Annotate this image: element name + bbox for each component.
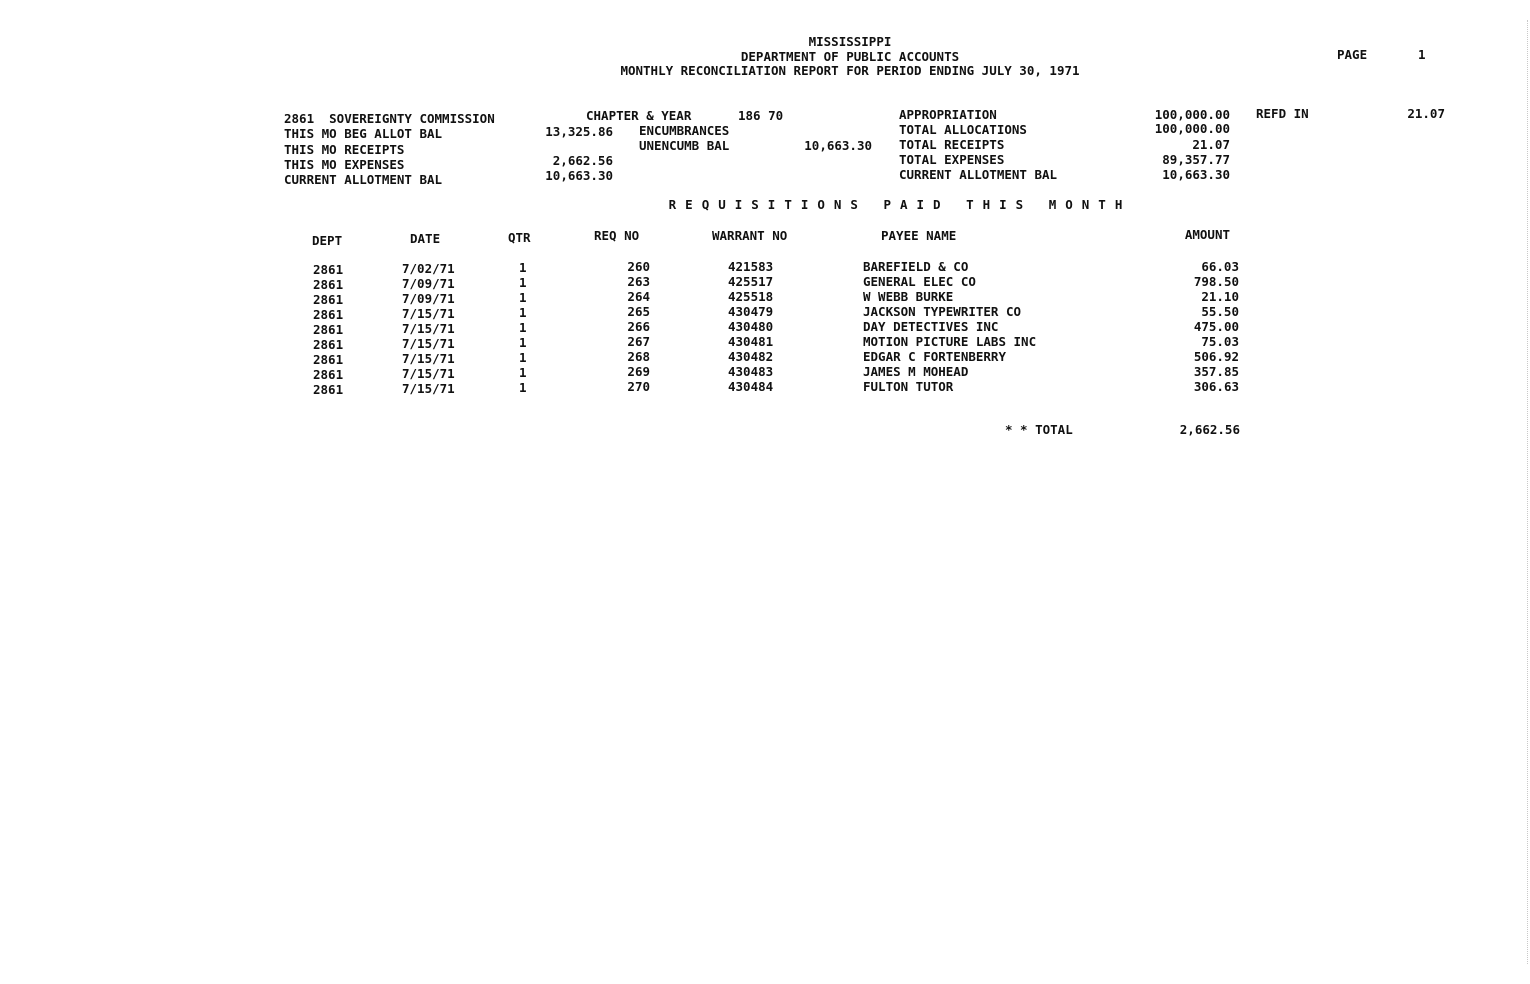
chapter-value: 186 70 [738,108,784,123]
table-cell-qtr: 1 [519,320,527,335]
table-cell-warrant-no: 430480 [728,319,774,334]
table-cell-warrant-no: 425518 [728,289,774,304]
table-cell-qtr: 1 [519,305,527,320]
current-allot-value: 10,663.30 [545,168,613,183]
table-cell-dept: 2861 [313,367,344,382]
refd-label: REFD IN [1256,106,1309,121]
total-expenses-value: 89,357.77 [1162,152,1230,167]
table-cell-warrant-no: 430481 [728,334,774,349]
page-number: 1 [1418,47,1426,62]
page-label: PAGE [1337,47,1368,62]
requisitions-heading: REQUISITIONS PAID THIS MONTH [668,197,1132,212]
expenses-label: THIS MO EXPENSES [284,157,405,172]
table-cell-payee: BAREFIELD & CO [863,259,969,274]
allocations-label: TOTAL ALLOCATIONS [899,122,1027,137]
table-cell-date: 7/15/71 [402,366,455,381]
total-receipts-value: 21.07 [1192,137,1230,152]
table-cell-dept: 2861 [313,352,344,367]
col-header-qtr: QTR [508,230,531,245]
table-cell-qtr: 1 [519,365,527,380]
total-expenses-label: TOTAL EXPENSES [899,152,1005,167]
allocations-value: 100,000.00 [1154,121,1230,136]
table-cell-amount: 306.63 [1193,379,1239,394]
total-current-allot-value: 10,663.30 [1162,167,1230,182]
fund-title: 2861 SOVEREIGNTY COMMISSION [284,111,495,126]
table-cell-payee: FULTON TUTOR [863,379,954,394]
page-edge [1526,20,1528,964]
table-cell-req-no: 270 [627,379,650,394]
col-header-payee: PAYEE NAME [881,228,957,243]
table-cell-qtr: 1 [519,260,527,275]
encumbrances-label: ENCUMBRANCES [639,123,730,138]
table-cell-dept: 2861 [313,382,344,397]
table-cell-date: 7/15/71 [402,381,455,396]
unencumb-value: 10,663.30 [804,138,872,153]
table-cell-qtr: 1 [519,350,527,365]
table-cell-date: 7/09/71 [402,291,455,306]
table-cell-amount: 475.00 [1193,319,1239,334]
table-cell-qtr: 1 [519,275,527,290]
appropriation-label: APPROPRIATION [899,107,997,122]
col-header-date: DATE [410,231,441,246]
table-cell-req-no: 267 [627,334,650,349]
current-allot-label: CURRENT ALLOTMENT BAL [284,172,443,187]
appropriation-value: 100,000.00 [1154,107,1230,122]
receipts-label: THIS MO RECEIPTS [284,142,405,157]
table-cell-payee: JACKSON TYPEWRITER CO [863,304,1022,319]
department-title: DEPARTMENT OF PUBLIC ACCOUNTS [740,49,960,64]
table-cell-req-no: 265 [627,304,650,319]
table-cell-req-no: 269 [627,364,650,379]
table-cell-payee: GENERAL ELEC CO [863,274,976,289]
chapter-label: CHAPTER & YEAR [586,108,692,123]
table-cell-amount: 75.03 [1201,334,1239,349]
unencumb-label: UNENCUMB BAL [639,138,730,153]
table-cell-date: 7/15/71 [402,321,455,336]
table-cell-date: 7/02/71 [402,261,455,276]
total-label: * * TOTAL [1005,422,1073,437]
beg-allot-label: THIS MO BEG ALLOT BAL [284,126,443,141]
table-cell-dept: 2861 [313,337,344,352]
table-cell-req-no: 264 [627,289,650,304]
table-cell-dept: 2861 [313,262,344,277]
table-cell-req-no: 263 [627,274,650,289]
table-cell-payee: W WEBB BURKE [863,289,954,304]
table-cell-date: 7/09/71 [402,276,455,291]
table-cell-warrant-no: 430484 [728,379,774,394]
total-current-allot-label: CURRENT ALLOTMENT BAL [899,167,1058,182]
table-cell-date: 7/15/71 [402,336,455,351]
table-cell-dept: 2861 [313,292,344,307]
table-cell-dept: 2861 [313,322,344,337]
col-header-amount: AMOUNT [1184,227,1230,242]
table-cell-warrant-no: 430483 [728,364,774,379]
table-cell-amount: 21.10 [1201,289,1239,304]
table-cell-date: 7/15/71 [402,351,455,366]
total-value: 2,662.56 [1179,422,1240,437]
table-cell-qtr: 1 [519,290,527,305]
table-cell-warrant-no: 421583 [728,259,774,274]
table-cell-amount: 798.50 [1193,274,1239,289]
col-header-warrant-no: WARRANT NO [712,228,788,243]
report-title: MONTHLY RECONCILIATION REPORT FOR PERIOD ENDING JULY 30, 1971 [620,63,1080,78]
table-cell-dept: 2861 [313,307,344,322]
table-cell-warrant-no: 430479 [728,304,774,319]
table-cell-payee: EDGAR C FORTENBERRY [863,349,1006,364]
state-title: MISSISSIPPI [808,34,892,49]
table-cell-amount: 66.03 [1201,259,1239,274]
expenses-value: 2,662.56 [552,153,613,168]
table-cell-req-no: 268 [627,349,650,364]
table-cell-payee: JAMES M MOHEAD [863,364,969,379]
table-cell-dept: 2861 [313,277,344,292]
table-cell-warrant-no: 430482 [728,349,774,364]
table-cell-payee: MOTION PICTURE LABS INC [863,334,1037,349]
table-cell-date: 7/15/71 [402,306,455,321]
table-cell-req-no: 260 [627,259,650,274]
table-cell-req-no: 266 [627,319,650,334]
table-cell-amount: 55.50 [1201,304,1239,319]
beg-allot-value: 13,325.86 [545,124,613,139]
table-cell-amount: 357.85 [1193,364,1239,379]
table-cell-amount: 506.92 [1193,349,1239,364]
table-cell-warrant-no: 425517 [728,274,774,289]
table-cell-payee: DAY DETECTIVES INC [863,319,999,334]
table-cell-qtr: 1 [519,380,527,395]
table-cell-qtr: 1 [519,335,527,350]
col-header-req-no: REQ NO [594,228,640,243]
total-receipts-label: TOTAL RECEIPTS [899,137,1005,152]
col-header-dept: DEPT [312,233,343,248]
refd-value: 21.07 [1407,106,1445,121]
